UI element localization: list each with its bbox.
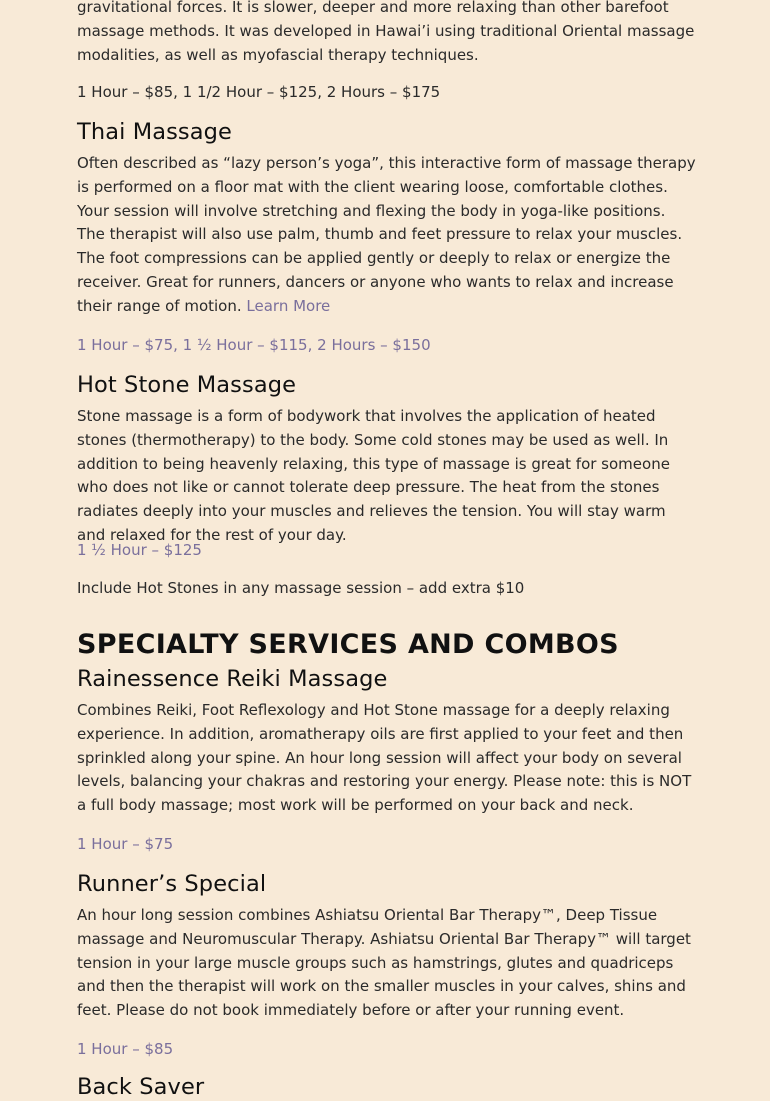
runner-heading: Runner’s Special xyxy=(77,871,267,897)
back-saver-heading: Back Saver xyxy=(77,1074,205,1100)
thai-massage-heading: Thai Massage xyxy=(77,119,232,145)
runner-prices[interactable]: 1 Hour – $85 xyxy=(77,1040,174,1058)
hot-stone-addon: Include Hot Stones in any massage session – add extra $10 xyxy=(77,579,525,597)
thai-description-text: Often described as “lazy person’s yoga”, this interactive form of massage therapy is performed on a floor mat with the client wearing loose, comfortable clothes. Your session will involve stretching and flexing the body in yoga-like positions. The therapist will also use palm, thumb and feet pressure to relax your muscles. The foot compressions can be applied gently or deeply to relax or energize the receiver. Great for runners, dancers or anyone who wants to relax and increase their range of motion. xyxy=(77,154,696,315)
thai-massage-description xyxy=(77,152,697,319)
thai-learn-more-link[interactable]: Learn More xyxy=(246,296,331,315)
reiki-prices[interactable]: 1 Hour – $75 xyxy=(77,835,174,853)
runner-description: An hour long session combines Ashiatsu Oriental Bar Therapy™, Deep Tissue massage and Neuromuscular Therapy. Ashiatsu Oriental Bar Therapy™ will target tension in your large muscle groups such as hamstrings, glutes and quadriceps and then the therapist will work on the smaller muscles in your calves, shins and feet. Please do not book immediately before or after your running event. xyxy=(77,906,691,1020)
barefoot-prices: 1 Hour – $85, 1 1/2 Hour – $125, 2 Hours – $175 xyxy=(77,83,441,101)
reiki-heading: Rainessence Reiki Massage xyxy=(77,666,388,692)
hot-stone-prices[interactable]: 1 ½ Hour – $125 xyxy=(77,541,202,559)
reiki-description: Combines Reiki, Foot Reflexology and Hot Stone massage for a deeply relaxing experience. In addition, aromatherapy oils are first applied to your feet and then sprinkled along your spine. An hour long session will affect your body on several levels, balancing your chakras and restoring your energy. Please note: this is NOT a full body massage; most work will be performed on your back and neck. xyxy=(77,701,692,815)
hot-stone-heading: Hot Stone Massage xyxy=(77,372,297,398)
barefoot-description: gravitational forces. It is slower, deeper and more relaxing than other barefoot massage methods. It was developed in Hawai’i using traditional Oriental massage modalities, as well as myofascial therapy techniques. xyxy=(77,0,695,64)
thai-massage-prices[interactable]: 1 Hour – $75, 1 ½ Hour – $115, 2 Hours – $150 xyxy=(77,336,431,354)
specialty-heading: SPECIALTY SERVICES AND COMBOS xyxy=(77,629,619,660)
hot-stone-description: Stone massage is a form of bodywork that involves the application of heated stones (thermotherapy) to the body. Some cold stones may be used as well. In addition to being heavenly relaxing, this type of massage is great for someone who does not like or cannot tolerate deep pressure. The heat from the stones radiates deeply into your muscles and relieves the tension. You will stay warm and relaxed for the rest of your day. xyxy=(77,407,670,544)
